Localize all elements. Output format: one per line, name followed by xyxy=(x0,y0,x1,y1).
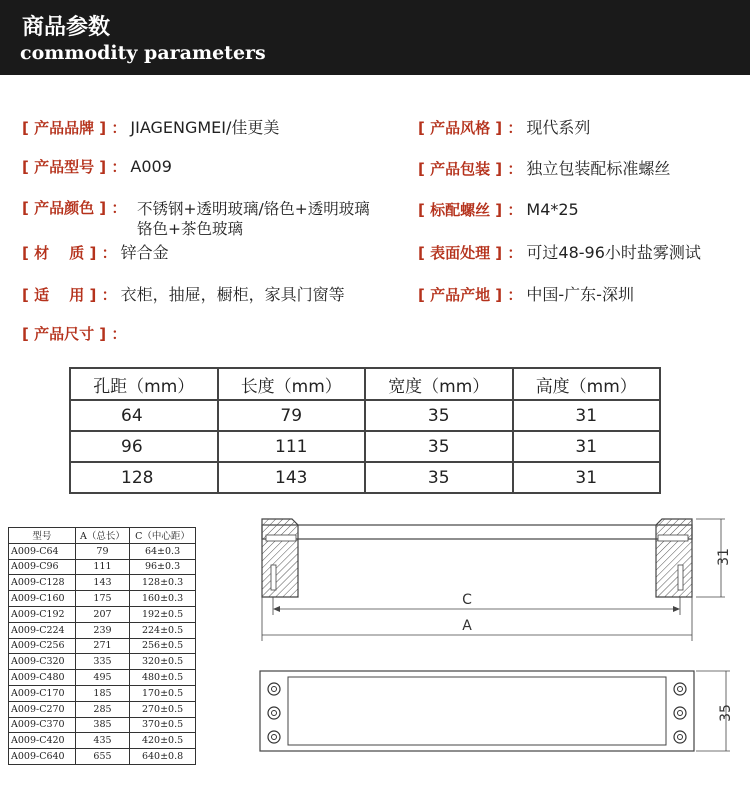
param-surface-label: [ 表面处理 ] ： xyxy=(418,244,523,262)
spec-table-row xyxy=(9,749,196,765)
param-origin-value: 中国-广东-深圳 xyxy=(526,285,634,304)
spec-table-cell: A009-C320 xyxy=(9,654,76,670)
spec-table-row xyxy=(9,670,196,686)
spec-table-cell: 256±0.5 xyxy=(130,638,196,654)
spec-table-cell: 207 xyxy=(75,606,129,622)
spec-table-row xyxy=(9,606,196,622)
param-style-label: [ 产品风格 ] ： xyxy=(418,119,523,137)
param-material xyxy=(22,240,169,263)
table-row xyxy=(70,431,660,462)
table-cell: 96 xyxy=(70,431,218,462)
spec-table-row xyxy=(9,733,196,749)
param-package-label: [ 产品包装 ] ： xyxy=(418,160,523,178)
header-bar xyxy=(0,0,750,75)
spec-header-model: 型号 xyxy=(9,528,76,544)
table-cell: 35 xyxy=(365,400,513,431)
param-usage xyxy=(22,282,345,305)
size-table xyxy=(69,367,661,494)
spec-table-cell: 96±0.3 xyxy=(130,559,196,575)
param-material-value: 锌合金 xyxy=(120,243,169,262)
spec-table-cell: 111 xyxy=(75,559,129,575)
table-cell: 31 xyxy=(513,462,661,493)
param-color-label: [ 产品颜色 ] ： xyxy=(22,199,127,217)
spec-table-cell: 385 xyxy=(75,717,129,733)
title-en: commodity parameters xyxy=(20,42,266,64)
spec-table-cell: 420±0.5 xyxy=(130,733,196,749)
spec-table-cell: 270±0.5 xyxy=(130,701,196,717)
size-header-height: 高度（mm） xyxy=(513,368,661,400)
title-cn: 商品参数 xyxy=(22,15,111,40)
spec-table-cell: 224±0.5 xyxy=(130,622,196,638)
param-material-label: [ 材 质 ] ： xyxy=(22,244,117,262)
spec-table-row xyxy=(9,701,196,717)
spec-table-row xyxy=(9,591,196,607)
spec-table-cell: A009-C256 xyxy=(9,638,76,654)
param-usage-value: 衣柜，抽屉，橱柜，家具门窗等 xyxy=(120,285,345,304)
spec-table-cell: A009-C170 xyxy=(9,685,76,701)
dim-width-label: 35 xyxy=(718,704,734,722)
param-brand xyxy=(22,115,279,138)
table-cell: 79 xyxy=(218,400,366,431)
spec-table-cell: 143 xyxy=(75,575,129,591)
spec-table-cell: 655 xyxy=(75,749,129,765)
spec-table-cell: A009-C64 xyxy=(9,543,76,559)
spec-table-cell: 192±0.5 xyxy=(130,606,196,622)
param-screw-label: [ 标配螺丝 ] ： xyxy=(418,201,523,219)
table-cell: 128 xyxy=(70,462,218,493)
dim-a-label: A xyxy=(462,618,472,634)
spec-table-cell: 79 xyxy=(75,543,129,559)
param-style-value: 现代系列 xyxy=(526,118,591,137)
spec-table-row xyxy=(9,559,196,575)
param-screw-value: M4*25 xyxy=(526,200,579,219)
spec-table-cell: A009-C160 xyxy=(9,591,76,607)
param-usage-label: [ 适 用 ] ： xyxy=(22,286,117,304)
param-color xyxy=(22,197,126,218)
spec-header-a: A（总长） xyxy=(75,528,129,544)
spec-table-row xyxy=(9,685,196,701)
param-surface xyxy=(418,240,701,263)
top-view xyxy=(260,671,734,751)
param-size-label: [ 产品尺寸 ] ： xyxy=(22,325,127,343)
param-style xyxy=(418,115,590,138)
spec-table-cell: A009-C420 xyxy=(9,733,76,749)
spec-table-cell: 175 xyxy=(75,591,129,607)
spec-table-cell: 271 xyxy=(75,638,129,654)
size-table-header-row xyxy=(70,368,660,400)
table-cell: 111 xyxy=(218,431,366,462)
size-header-hole: 孔距（mm） xyxy=(70,368,218,400)
spec-table-header-row xyxy=(9,528,196,544)
param-size xyxy=(22,323,126,344)
spec-table-cell: A009-C640 xyxy=(9,749,76,765)
dim-height-label: 31 xyxy=(716,548,732,566)
spec-table-cell: 370±0.5 xyxy=(130,717,196,733)
spec-header-c: C（中心距） xyxy=(130,528,196,544)
param-origin xyxy=(418,282,634,305)
param-model-value: A009 xyxy=(130,157,172,176)
spec-table-cell: 320±0.5 xyxy=(130,654,196,670)
param-color-line2: 铬色+茶色玻璃 xyxy=(137,220,243,238)
spec-table-cell: A009-C480 xyxy=(9,670,76,686)
spec-table-cell: 170±0.5 xyxy=(130,685,196,701)
size-header-width: 宽度（mm） xyxy=(365,368,513,400)
spec-table-cell: 128±0.3 xyxy=(130,575,196,591)
size-header-length: 长度（mm） xyxy=(218,368,366,400)
spec-table xyxy=(8,527,196,765)
table-cell: 35 xyxy=(365,431,513,462)
spec-table-cell: A009-C270 xyxy=(9,701,76,717)
spec-table-cell: 285 xyxy=(75,701,129,717)
spec-table-cell: A009-C224 xyxy=(9,622,76,638)
param-brand-value: JIAGENGMEI/佳更美 xyxy=(130,118,280,137)
param-screw xyxy=(418,199,579,220)
spec-table-cell: A009-C128 xyxy=(9,575,76,591)
spec-table-row xyxy=(9,717,196,733)
spec-table-cell: A009-C370 xyxy=(9,717,76,733)
dim-c-label: C xyxy=(462,592,472,608)
param-surface-value: 可过48-96小时盐雾测试 xyxy=(526,243,701,262)
table-row xyxy=(70,400,660,431)
spec-table-cell: 480±0.5 xyxy=(130,670,196,686)
table-row xyxy=(70,462,660,493)
spec-table-cell: 185 xyxy=(75,685,129,701)
spec-table-cell: A009-C192 xyxy=(9,606,76,622)
side-view xyxy=(262,519,732,641)
spec-table-row xyxy=(9,638,196,654)
spec-table-cell: 239 xyxy=(75,622,129,638)
table-cell: 143 xyxy=(218,462,366,493)
param-model xyxy=(22,156,172,177)
param-brand-label: [ 产品品牌 ] ： xyxy=(22,119,127,137)
table-cell: 35 xyxy=(365,462,513,493)
param-origin-label: [ 产品产地 ] ： xyxy=(418,286,523,304)
param-package xyxy=(418,156,670,179)
spec-table-cell: 64±0.3 xyxy=(130,543,196,559)
table-cell: 31 xyxy=(513,431,661,462)
spec-table-cell: 495 xyxy=(75,670,129,686)
spec-table-cell: 640±0.8 xyxy=(130,749,196,765)
spec-table-row xyxy=(9,543,196,559)
spec-table-row xyxy=(9,575,196,591)
param-color-line1: 不锈钢+透明玻璃/铬色+透明玻璃 xyxy=(137,200,370,218)
technical-drawing xyxy=(240,505,745,790)
param-package-value: 独立包装配标准螺丝 xyxy=(526,159,671,178)
spec-table-cell: 335 xyxy=(75,654,129,670)
spec-table-cell: A009-C96 xyxy=(9,559,76,575)
spec-table-cell: 435 xyxy=(75,733,129,749)
table-cell: 31 xyxy=(513,400,661,431)
spec-table-cell: 160±0.3 xyxy=(130,591,196,607)
table-cell: 64 xyxy=(70,400,218,431)
spec-table-row xyxy=(9,622,196,638)
param-model-label: [ 产品型号 ] ： xyxy=(22,158,127,176)
spec-table-row xyxy=(9,654,196,670)
